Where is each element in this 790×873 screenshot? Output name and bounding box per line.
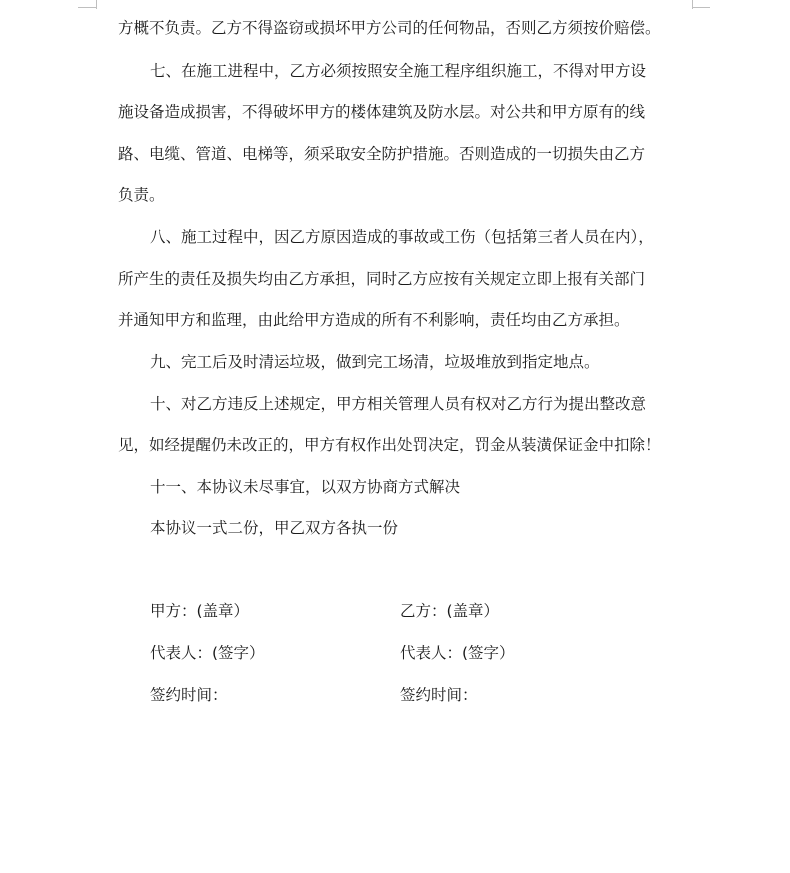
crop-mark-left-vertical	[96, 0, 97, 9]
paragraph-line: 本协议一式二份，甲乙双方各执一份	[150, 519, 399, 537]
party-b-seal-label: 乙方：(盖章）	[400, 602, 500, 620]
paragraph-line: 所产生的责任及损失均由乙方承担，同时乙方应按有关规定立即上报有关部门	[118, 270, 646, 288]
paragraph-line: 施设备造成损害，不得破坏甲方的楼体建筑及防水层。对公共和甲方原有的线	[118, 103, 646, 121]
paragraph-line: 九、完工后及时清运垃圾，做到完工场清，垃圾堆放到指定地点。	[150, 353, 600, 371]
party-b-representative-label: 代表人：(签字）	[400, 644, 515, 662]
paragraph-line: 十、对乙方违反上述规定，甲方相关管理人员有权对乙方行为提出整改意	[150, 395, 647, 413]
paragraph-line: 并通知甲方和监理，由此给甲方造成的所有不利影响，责任均由乙方承担。	[118, 311, 630, 329]
paragraph-line: 方概不负责。乙方不得盗窃或损坏甲方公司的任何物品，否则乙方须按价赔偿。	[118, 19, 661, 37]
paragraph-line: 负责。	[118, 186, 165, 204]
party-a-representative-label: 代表人：(签字）	[150, 644, 265, 662]
party-a-date-label: 签约时间：	[150, 686, 228, 704]
paragraph-line: 见，如经提醒仍未改正的，甲方有权作出处罚决定，罚金从装潢保证金中扣除！	[118, 436, 661, 454]
crop-mark-left-horizontal	[78, 7, 96, 8]
paragraph-line: 七、在施工进程中，乙方必须按照安全施工程序组织施工，不得对甲方设	[150, 62, 647, 80]
paragraph-line: 路、电缆、管道、电梯等，须采取安全防护措施。否则造成的一切损失由乙方	[118, 145, 646, 163]
paragraph-line: 八、施工过程中，因乙方原因造成的事故或工伤（包括第三者人员在内），	[150, 228, 654, 246]
party-a-seal-label: 甲方：(盖章）	[150, 602, 250, 620]
paragraph-line: 十一、本协议未尽事宜，以双方协商方式解决	[150, 478, 461, 496]
party-b-date-label: 签约时间：	[400, 686, 478, 704]
crop-mark-right-horizontal	[692, 7, 710, 8]
